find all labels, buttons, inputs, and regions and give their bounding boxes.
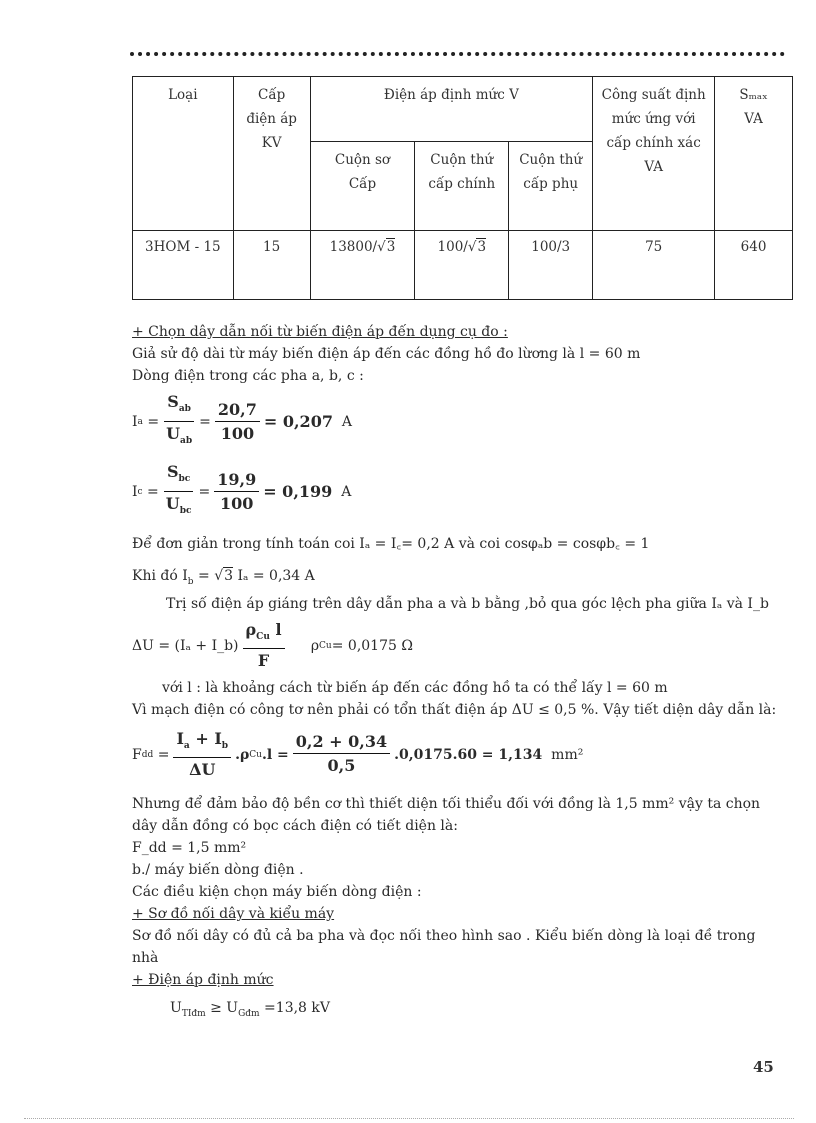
line-u-tidm: $U_{TIđm} \ge U_{Gđm} =13,8$ kV bbox=[170, 999, 331, 1019]
line-fdd: F_dd = 1,5 mm² bbox=[132, 839, 247, 856]
document-body bbox=[132, 321, 782, 1025]
header-cuon-thu-cap-phu: Cuộn thứ cấp phụ bbox=[509, 142, 593, 231]
cell-smax: 640 bbox=[715, 231, 793, 300]
line-tri-so: Trị số điện áp giáng trên dây dẫn pha a và b bằng ,bỏ qua góc lệch pha giữa Iₐ và I_b bbox=[166, 595, 769, 612]
bottom-dotted-rule bbox=[24, 1118, 794, 1119]
heading-chon-day-dan: + Chọn dây dẫn nối từ biến điện áp đến dụng cụ đo : bbox=[132, 324, 508, 340]
top-dotted-rule bbox=[130, 52, 785, 64]
heading-so-do: + Sơ đồ nối dây và kiểu máy bbox=[132, 905, 335, 922]
line-khi-do: Khi đó $I_b = √3$ Iₐ = 0,34 A bbox=[132, 568, 315, 587]
line-voi-l: với l : là khoảng cách từ biến áp đến các đồng hồ ta có thể lấy l = 60 m bbox=[162, 679, 668, 696]
header-loai: Loại bbox=[133, 77, 234, 231]
header-cap-dien-ap: Cấp điện áp KV bbox=[233, 77, 310, 231]
cell-cong-suat: 75 bbox=[593, 231, 715, 300]
line-gia-su: Giả sử độ dài từ máy biến điện áp đến các đồng hồ đo lừơng là l = 60 m bbox=[132, 346, 641, 362]
para-nhung: Nhưng để đảm bảo độ bền cơ thì thiết diện tối thiểu đối với đồng là 1,5 mm² vậy ta chọn dây dẫn đồng có bọc cách điện có tiết diện là: bbox=[132, 795, 761, 834]
header-cong-suat: Công suất định mức ứng với cấp chính xác VA bbox=[593, 77, 715, 231]
para-so-do: Sơ đồ nối dây có đủ cả ba pha và đọc nối theo hình sao . Kiểu biến dòng là loại đề trong nhà bbox=[132, 927, 756, 966]
header-cuon-so-cap: Cuộn sơ Cấp bbox=[310, 142, 415, 231]
page-number: 45 bbox=[753, 1058, 774, 1076]
line-dong-dien: Dòng điện trong các pha a, b, c : bbox=[132, 368, 364, 384]
equation-delta-u: ΔU = (Iₐ + I_b) $\frac{\rho_{Cu} l}{F}$ ρ Cu = 0,0175 Ω bbox=[132, 619, 413, 670]
line-vi-mach: Vì mạch điện có công tơ nên phải có tổn thất điện áp ΔU ≤ 0,5 %. Vậy tiết diện dây dẫn là: bbox=[132, 701, 777, 718]
line-b-may-bien-dong: b./ máy biến dòng điện . bbox=[132, 861, 304, 878]
cell-cuon-so-cap: 13800/√3 bbox=[310, 231, 415, 300]
transformer-spec-table bbox=[132, 76, 793, 300]
cell-loai: 3HOM - 15 bbox=[133, 231, 234, 300]
line-cac-dieu-kien: Các điều kiện chọn máy biến dòng điện : bbox=[132, 883, 422, 900]
header-cuon-thu-cap-chinh: Cuộn thứ cấp chính bbox=[415, 142, 509, 231]
header-smax: Sₘₐₓ VA bbox=[715, 77, 793, 231]
equation-fdd: F dd = $\frac{I_a + I_b}{\Delta U}$ .ρ Cu .l = $\frac{0,2 + 0,34}{0,5}$ .0,0175.60 = 1,134 mm² bbox=[132, 728, 584, 779]
heading-dien-ap: + Điện áp định mức bbox=[132, 971, 274, 988]
cell-cap-dien-ap: 15 bbox=[233, 231, 310, 300]
line-don-gian: Để đơn giản trong tính toán coi Iₐ = I꜀= 0,2 A và coi cosφₐb = cosφb꜀ = 1 bbox=[132, 536, 650, 552]
cell-cuon-thu-cap-chinh: 100/√3 bbox=[415, 231, 509, 300]
cell-cuon-thu-cap-phu: 100/3 bbox=[509, 231, 593, 300]
header-dien-ap-dinh-muc: Điện áp định mức V bbox=[310, 77, 593, 142]
equation-ia: I a = $\frac{S_{ab}}{U_{ab}}$ = $\frac{20,7}{100}$ = 0,207 A bbox=[132, 392, 352, 446]
equation-ic: I c = $\frac{S_{bc}}{U_{bc}}$ = $\frac{19,9}{100}$ = 0,199 A bbox=[132, 462, 352, 516]
table-row bbox=[133, 231, 793, 300]
